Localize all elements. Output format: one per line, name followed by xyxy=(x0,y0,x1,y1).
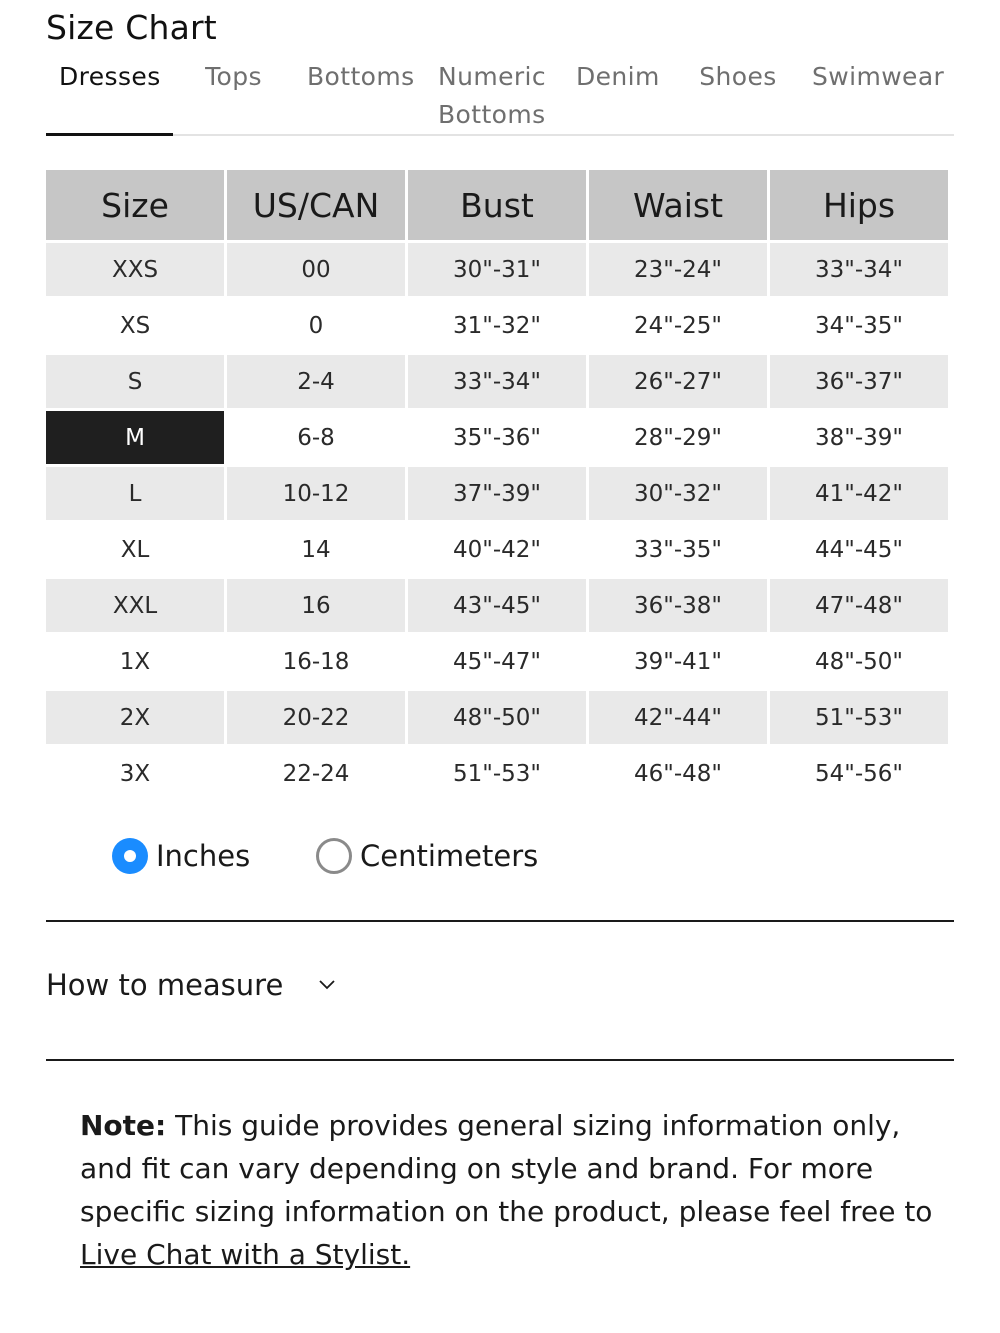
cell-waist: 23"-24" xyxy=(589,243,767,296)
cell-waist: 28"-29" xyxy=(589,411,767,464)
cell-bust: 43"-45" xyxy=(408,579,586,632)
cell-us-can: 2-4 xyxy=(227,355,405,408)
cell-waist: 39"-41" xyxy=(589,635,767,688)
tab-shoes[interactable]: Shoes xyxy=(699,62,777,91)
cell-waist: 36"-38" xyxy=(589,579,767,632)
table-row xyxy=(46,411,948,464)
cell-us-can: 6-8 xyxy=(227,411,405,464)
inches-radio[interactable] xyxy=(112,838,148,874)
tab-bottoms[interactable]: Bottoms xyxy=(307,62,415,91)
table-row xyxy=(46,299,948,352)
cell-hips: 34"-35" xyxy=(770,299,948,352)
how-to-measure-label: How to measure xyxy=(46,968,284,1002)
cell-us-can: 10-12 xyxy=(227,467,405,520)
column-header-waist: Waist xyxy=(589,170,767,240)
table-row xyxy=(46,467,948,520)
cell-us-can: 0 xyxy=(227,299,405,352)
column-header-size: Size xyxy=(46,170,224,240)
cell-size: S xyxy=(46,355,224,408)
cell-waist: 30"-32" xyxy=(589,467,767,520)
sizing-note xyxy=(80,1104,950,1276)
note-text: This guide provides general sizing information only, and fit can vary depending on style and brand. For more specific sizing information on the product, please feel free to xyxy=(80,1109,933,1228)
tab-numeric-bottoms-line2: Bottoms xyxy=(438,100,546,129)
cell-us-can: 20-22 xyxy=(227,691,405,744)
centimeters-option[interactable] xyxy=(316,838,538,874)
cell-bust: 33"-34" xyxy=(408,355,586,408)
inches-option[interactable] xyxy=(112,838,250,874)
cell-us-can: 00 xyxy=(227,243,405,296)
table-row xyxy=(46,355,948,408)
chevron-down-icon xyxy=(317,975,337,995)
tab-dresses[interactable]: Dresses xyxy=(59,62,161,91)
cell-waist: 46"-48" xyxy=(589,747,767,800)
cell-hips: 47"-48" xyxy=(770,579,948,632)
cell-size: L xyxy=(46,467,224,520)
cell-waist: 24"-25" xyxy=(589,299,767,352)
cell-hips: 54"-56" xyxy=(770,747,948,800)
cell-size: XL xyxy=(46,523,224,576)
cell-us-can: 14 xyxy=(227,523,405,576)
cell-bust: 31"-32" xyxy=(408,299,586,352)
cell-bust: 51"-53" xyxy=(408,747,586,800)
column-header-bust: Bust xyxy=(408,170,586,240)
tab-swimwear[interactable]: Swimwear xyxy=(812,62,945,91)
tab-numeric-bottoms[interactable] xyxy=(438,58,547,134)
table-row xyxy=(46,635,948,688)
table-body xyxy=(46,243,948,800)
cell-bust: 48"-50" xyxy=(408,691,586,744)
cell-size: XXS xyxy=(46,243,224,296)
centimeters-radio[interactable] xyxy=(316,838,352,874)
tab-numeric-bottoms-line1: Numeric xyxy=(438,62,547,91)
tab-tops[interactable]: Tops xyxy=(205,62,262,91)
cell-bust: 37"-39" xyxy=(408,467,586,520)
cell-waist: 26"-27" xyxy=(589,355,767,408)
column-header-hips: Hips xyxy=(770,170,948,240)
cell-hips: 33"-34" xyxy=(770,243,948,296)
cell-bust: 40"-42" xyxy=(408,523,586,576)
cell-us-can: 16-18 xyxy=(227,635,405,688)
cell-hips: 51"-53" xyxy=(770,691,948,744)
column-header-us-can: US/CAN xyxy=(227,170,405,240)
table-row xyxy=(46,691,948,744)
cell-size: 3X xyxy=(46,747,224,800)
cell-hips: 36"-37" xyxy=(770,355,948,408)
cell-bust: 45"-47" xyxy=(408,635,586,688)
table-row xyxy=(46,579,948,632)
cell-waist: 33"-35" xyxy=(589,523,767,576)
cell-bust: 35"-36" xyxy=(408,411,586,464)
table-row xyxy=(46,243,948,296)
cell-size: M xyxy=(46,411,224,464)
inches-label: Inches xyxy=(156,839,251,873)
cell-us-can: 22-24 xyxy=(227,747,405,800)
note-label: Note: xyxy=(80,1109,167,1142)
cell-waist: 42"-44" xyxy=(589,691,767,744)
size-chart-tabs xyxy=(46,58,954,136)
live-chat-link[interactable]: Live Chat with a Stylist. xyxy=(80,1238,411,1271)
cell-hips: 48"-50" xyxy=(770,635,948,688)
tab-denim[interactable]: Denim xyxy=(576,62,660,91)
divider-bottom xyxy=(46,1059,954,1061)
cell-size: XXL xyxy=(46,579,224,632)
cell-hips: 38"-39" xyxy=(770,411,948,464)
table-header-row xyxy=(46,170,948,240)
table-row xyxy=(46,523,948,576)
centimeters-label: Centimeters xyxy=(360,839,539,873)
page-title: Size Chart xyxy=(46,8,217,47)
cell-bust: 30"-31" xyxy=(408,243,586,296)
cell-size: XS xyxy=(46,299,224,352)
cell-us-can: 16 xyxy=(227,579,405,632)
cell-hips: 41"-42" xyxy=(770,467,948,520)
size-table xyxy=(43,167,951,803)
cell-hips: 44"-45" xyxy=(770,523,948,576)
how-to-measure-toggle[interactable] xyxy=(46,968,337,1002)
active-tab-indicator xyxy=(46,133,173,136)
cell-size: 2X xyxy=(46,691,224,744)
cell-size: 1X xyxy=(46,635,224,688)
table-row xyxy=(46,747,948,800)
divider-top xyxy=(46,920,954,922)
